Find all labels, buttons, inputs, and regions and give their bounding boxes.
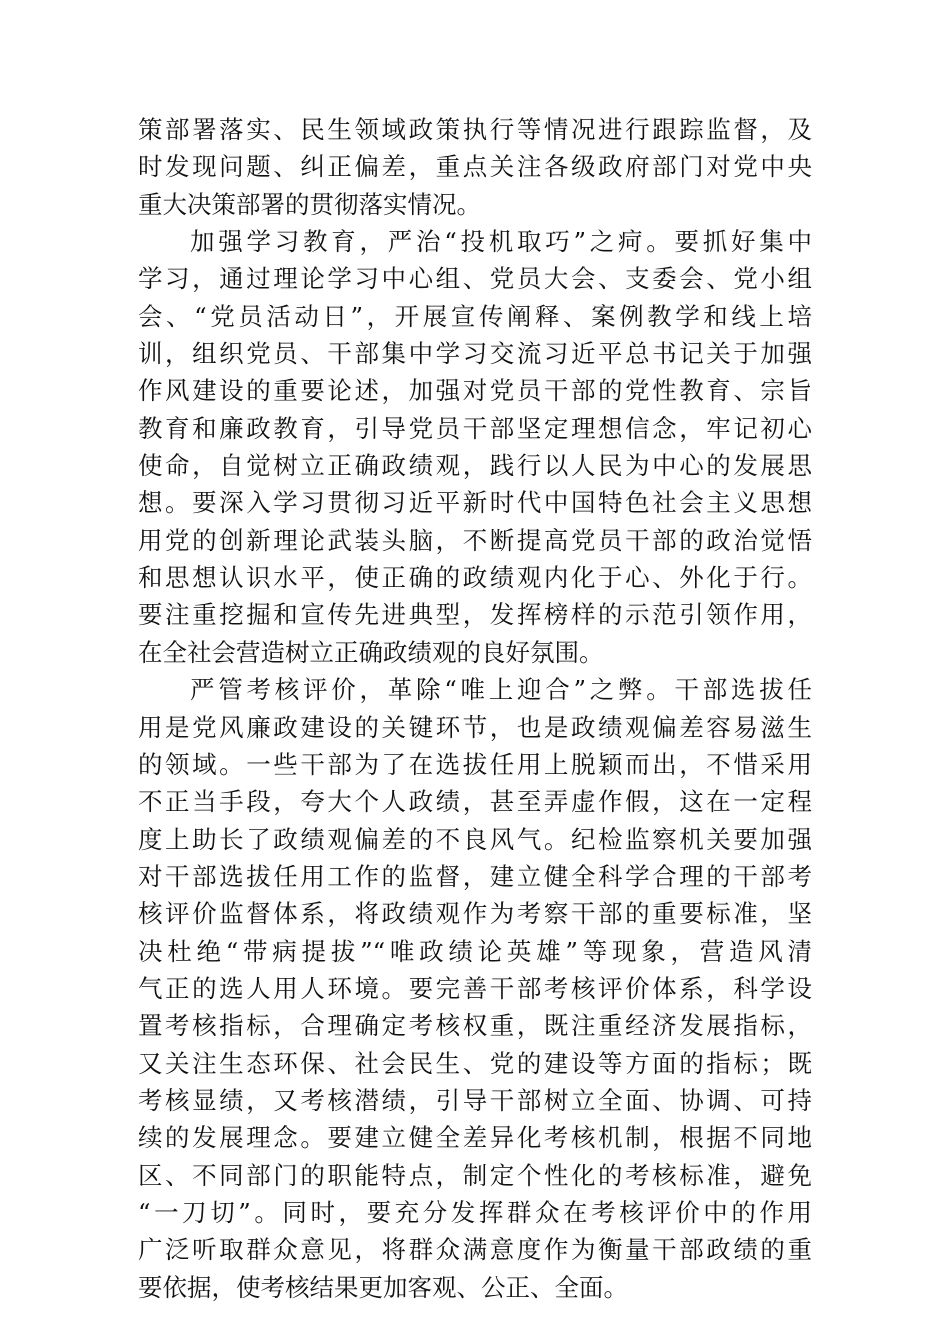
text-line: 学习，通过理论学习中心组、党员大会、支委会、党小组 <box>138 264 812 294</box>
text-line: “一刀切”。同时，要充分发挥群众在考核评价中的作用 <box>138 1197 812 1227</box>
text-line: 加强学习教育，严治“投机取巧”之疴。要抓好集中 <box>190 227 812 257</box>
text-line: 在全社会营造树立正确政绩观的良好氛围。 <box>138 637 604 667</box>
paragraph <box>138 111 812 223</box>
document-body <box>138 111 812 1306</box>
text-line: 训，组织党员、干部集中学习交流习近平总书记关于加强 <box>138 339 812 369</box>
text-line: 不正当手段，夸大个人政绩，甚至弄虚作假，这在一定程 <box>138 787 812 817</box>
text-line: 想。要深入学习贯彻习近平新时代中国特色社会主义思想 <box>138 488 812 518</box>
text-line: 置考核指标，合理确定考核权重，既注重经济发展指标， <box>138 1011 812 1041</box>
text-line: 核评价监督体系，将政绩观作为考察干部的重要标准，坚 <box>138 899 812 929</box>
text-line: 会、“党员活动日”，开展宣传阐释、案例教学和线上培 <box>138 301 812 331</box>
text-line: 要依据，使考核结果更加客观、公正、全面。 <box>138 1272 628 1302</box>
text-line: 用党的创新理论武装头脑，不断提高党员干部的政治觉悟 <box>138 525 812 555</box>
text-line: 对干部选拔任用工作的监督，建立健全科学合理的干部考 <box>138 861 812 891</box>
text-line: 用是党风廉政建设的关键环节，也是政绩观偏差容易滋生 <box>138 712 812 742</box>
text-line: 要注重挖掘和宣传先进典型，发挥榜样的示范引领作用， <box>138 600 812 630</box>
paragraph <box>138 671 812 1306</box>
text-line: 区、不同部门的职能特点，制定个性化的考核标准，避免 <box>138 1160 812 1190</box>
text-line: 严管考核评价，革除“唯上迎合”之弊。干部选拔任 <box>190 675 812 705</box>
text-line: 气正的选人用人环境。要完善干部考核评价体系，科学设 <box>138 973 812 1003</box>
text-line: 度上助长了政绩观偏差的不良风气。纪检监察机关要加强 <box>138 824 812 854</box>
text-line: 时发现问题、纠正偏差，重点关注各级政府部门对党中央 <box>138 152 812 182</box>
text-line: 重大决策部署的贯彻落实情况。 <box>138 189 481 219</box>
text-line: 教育和廉政教育，引导党员干部坚定理想信念，牢记初心 <box>138 413 812 443</box>
text-line: 广泛听取群众意见，将群众满意度作为衡量干部政绩的重 <box>138 1235 812 1265</box>
text-line: 又关注生态环保、社会民生、党的建设等方面的指标；既 <box>138 1048 812 1078</box>
text-line: 使命，自觉树立正确政绩观，践行以人民为中心的发展思 <box>138 451 812 481</box>
text-line: 和思想认识水平，使正确的政绩观内化于心、外化于行。 <box>138 563 812 593</box>
text-line: 策部署落实、民生领域政策执行等情况进行跟踪监督，及 <box>138 115 812 144</box>
text-line: 作风建设的重要论述，加强对党员干部的党性教育、宗旨 <box>138 376 812 406</box>
text-line: 考核显绩，又考核潜绩，引导干部树立全面、协调、可持 <box>138 1085 812 1115</box>
paragraph <box>138 223 812 671</box>
text-line: 决杜绝“带病提拔”“唯政绩论英雄”等现象，营造风清 <box>138 936 812 966</box>
text-line: 续的发展理念。要建立健全差异化考核机制，根据不同地 <box>138 1123 812 1153</box>
text-line: 的领域。一些干部为了在选拔任用上脱颖而出，不惜采用 <box>138 749 812 779</box>
